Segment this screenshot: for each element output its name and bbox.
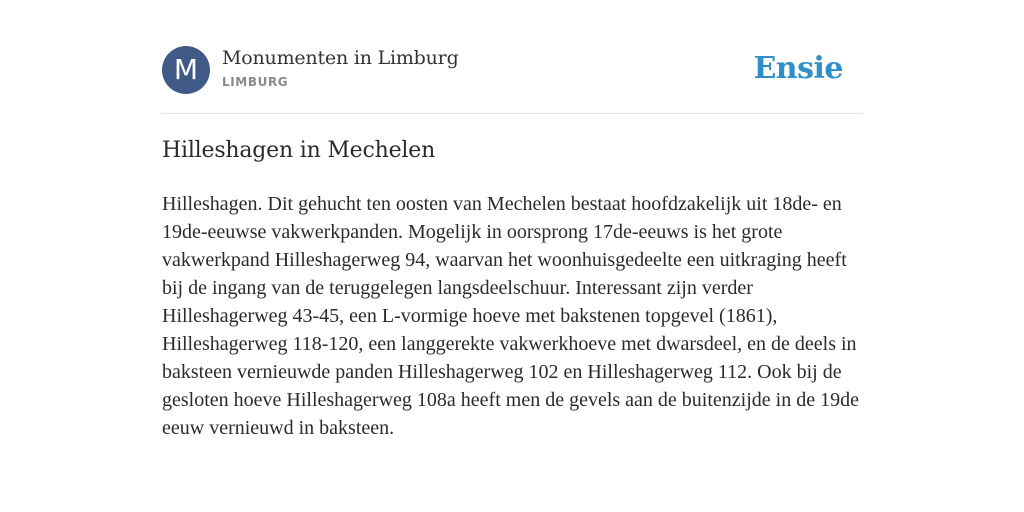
ensie-logo[interactable]: Ensie <box>753 51 843 86</box>
source-subtitle: LIMBURG <box>222 75 289 89</box>
header-divider <box>162 113 862 114</box>
article-title: Hilleshagen in Mechelen <box>162 138 436 163</box>
definition-card <box>162 0 862 512</box>
card-header <box>162 46 862 96</box>
source-title[interactable]: Monumenten in Limburg <box>222 47 459 69</box>
article-body: Hilleshagen. Dit gehucht ten oosten van Mechelen bestaat hoofdzakelijk uit 18de- en 19de-eeuwse vakwerkpanden. Mogelijk in oorsprong 17de-eeuws is het grote vakwerkpand Hilleshagerweg 94, waarvan het woonhuisgedeelte een uitkraging heeft bij de ingang van de teruggelegen langsdeelschuur. Interessant zijn verder Hilleshagerweg 43-45, een L-vormige hoeve met bakstenen topgevel (1861), Hilleshagerweg 118-120, een langgerekte vakwerkhoeve met dwarsdeel, en de deels in baksteen vernieuwde panden Hilleshagerweg 102 en Hilleshagerweg 112. Ook bij de gesloten hoeve Hilleshagerweg 108a heeft men de gevels aan de buitenzijde in de 19de eeuw vernieuwd in baksteen. <box>162 193 859 439</box>
source-avatar[interactable]: M <box>162 46 210 94</box>
